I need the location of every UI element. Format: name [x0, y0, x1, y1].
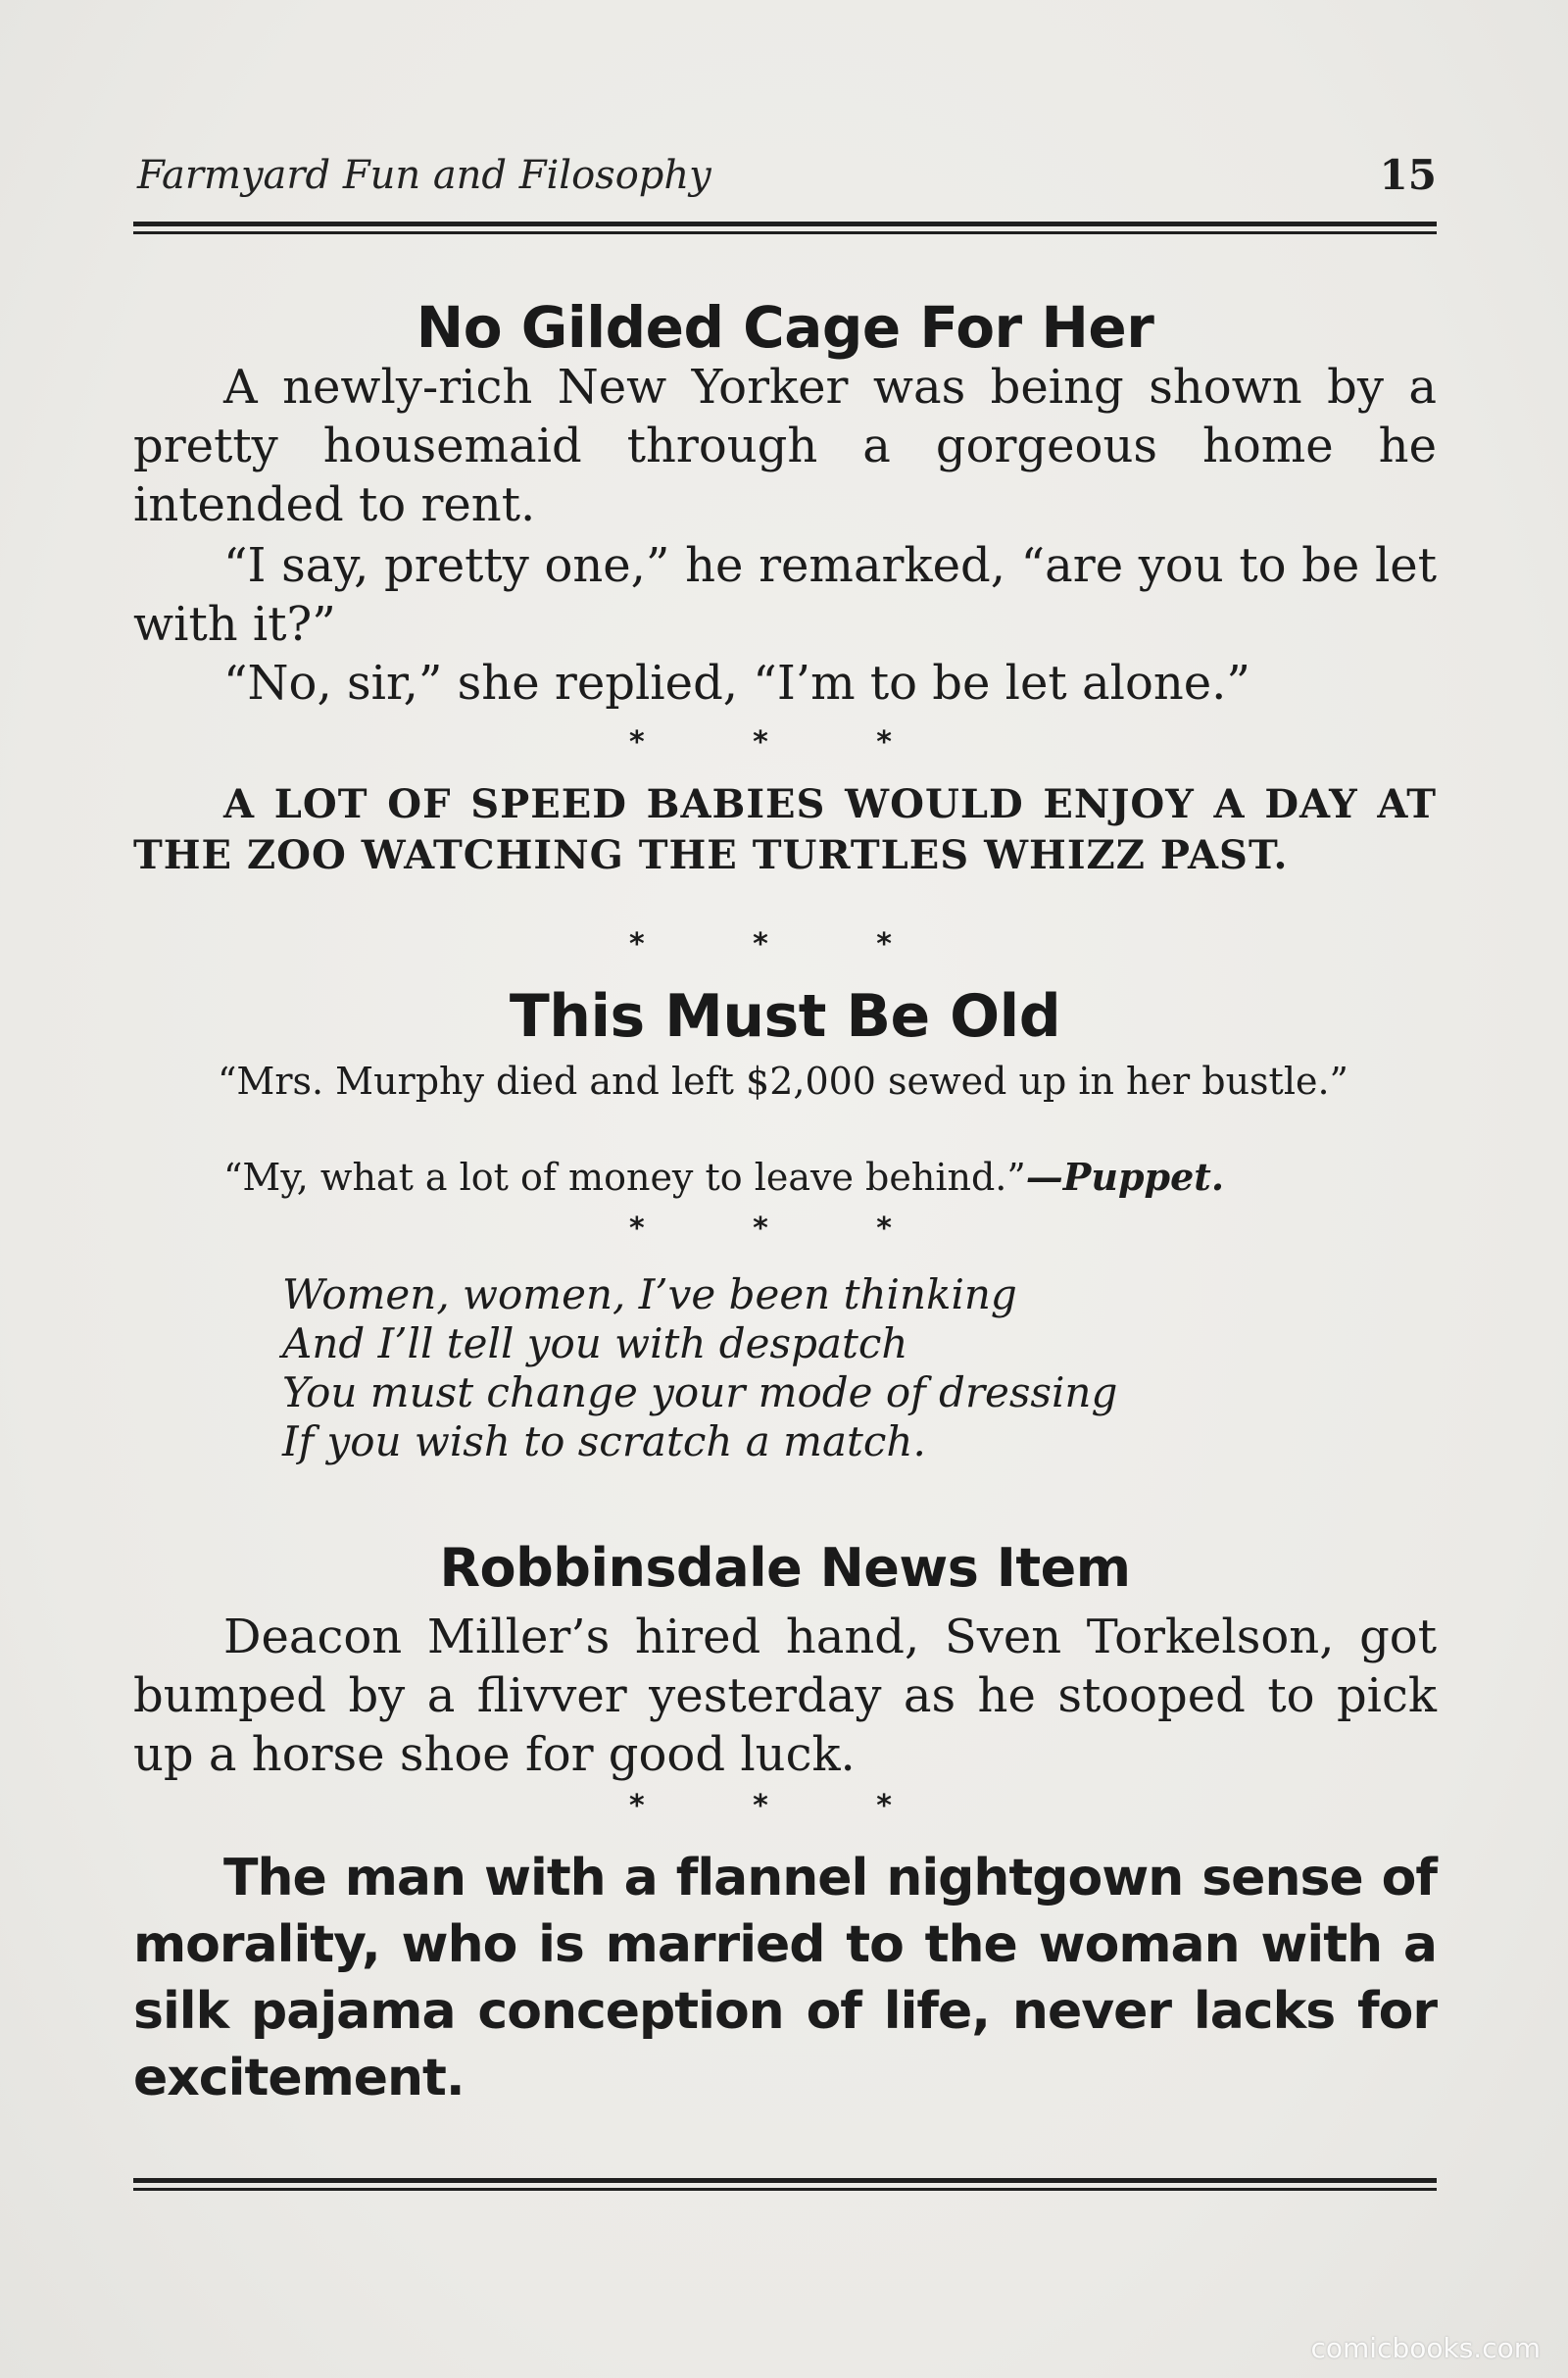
quip-flannel-nightgown: The man with a flannel nightgown sense of morality, who is married to the woman with a silk pajama conception of life, never lacks for excitement. [133, 1849, 1437, 2107]
poem-line: If you wish to scratch a match. [282, 1417, 926, 1465]
story-paragraph: “No, sir,” she replied, “I’m to be let alone.” [223, 656, 1250, 711]
story-paragraph [133, 1153, 1437, 1202]
separator-stars: * * * [629, 927, 941, 962]
story-title-robbinsdale: Robbinsdale News Item [439, 1537, 1131, 1599]
watermark: comicbooks.com [1310, 2332, 1541, 2364]
poem-line: Women, women, I’ve been thinking [282, 1270, 1017, 1318]
poem [282, 1270, 1360, 1466]
story-paragraph: A newly-rich New Yorker was being shown by a pretty housemaid through a gorgeous home he intended to rent. [133, 360, 1437, 532]
page-header [133, 149, 1437, 208]
separator-stars: * * * [629, 1789, 941, 1823]
running-title: Farmyard Fun and Filosophy [137, 153, 711, 198]
story-title-must-be-old: This Must Be Old [509, 982, 1061, 1051]
poem-line: You must change your mode of dressing [282, 1368, 1118, 1416]
attribution: —Puppet. [1025, 1155, 1225, 1199]
separator-stars: * * * [629, 1212, 941, 1246]
poem-line: And I’ll tell you with despatch [282, 1319, 908, 1367]
story-paragraph: “Mrs. Murphy died and left $2,000 sewed up in her bustle.” [218, 1060, 1348, 1103]
quip-speed-babies: A LOT OF SPEED BABIES WOULD ENJOY A DAY AT THE ZOO WATCHING THE TURTLES WHIZZ PAST. [133, 781, 1437, 878]
page-number: 15 [1379, 151, 1437, 199]
story-paragraph: Deacon Miller’s hired hand, Sven Torkelson, got bumped by a flivver yesterday as he stooped to pick up a horse shoe for good luck. [133, 1610, 1437, 1782]
story-paragraph: “I say, pretty one,” he remarked, “are you to be let with it?” [133, 538, 1437, 652]
story-paragraph-text: “My, what a lot of money to leave behind.” [223, 1156, 1026, 1199]
header-rule [133, 222, 1437, 235]
footer-rule [133, 2178, 1437, 2192]
story-title-gilded-cage: No Gilded Cage For Her [416, 294, 1154, 361]
separator-stars: * * * [629, 725, 941, 760]
